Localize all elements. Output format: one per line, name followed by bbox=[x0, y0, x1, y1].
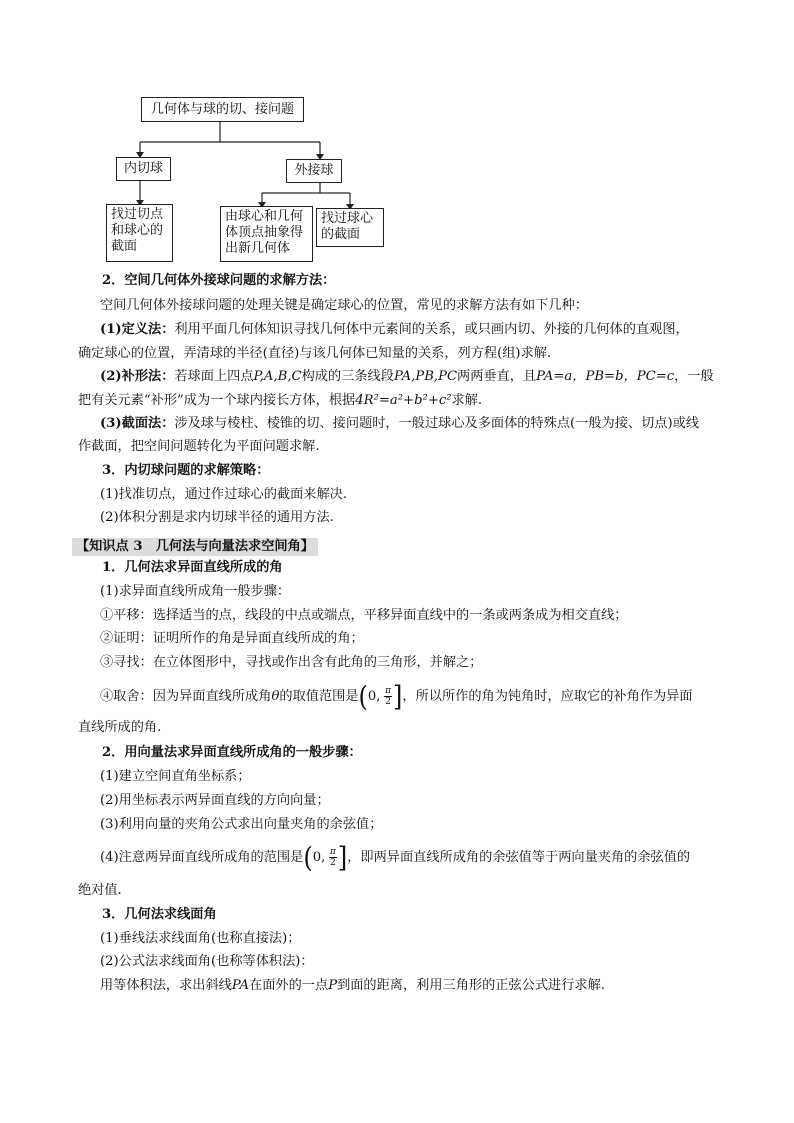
method-2-text-b: 构成的三条线段 bbox=[301, 369, 394, 384]
method-3-label: (3)截面法： bbox=[100, 416, 175, 431]
outer-method-1-line-2: 体顶点抽象得 bbox=[225, 225, 304, 240]
method-2-cont-b: 求解. bbox=[451, 393, 483, 408]
k3-heading-2: 2．用向量法求异面直线所成角的一般步骤： bbox=[102, 745, 362, 760]
document-body bbox=[76, 0, 740, 1123]
detail-text-c: 到面的距离，利用三角形的正弦公式进行求解. bbox=[337, 978, 606, 993]
detail-text-b: 在面外的一点 bbox=[249, 978, 329, 993]
method-1 bbox=[100, 321, 689, 339]
method-3 bbox=[100, 415, 699, 433]
outer-method-1-line-1: 由球心和几何 bbox=[225, 209, 304, 224]
method-3-text: 涉及球与棱柱、棱锥的切、接问题时，一般过球心及多面体的特殊点(一般为接、切点)或线 bbox=[174, 416, 700, 431]
range-interval-2: (0, $\frac{\pi}{2}$ ] bbox=[303, 841, 348, 874]
line-plane-method-2: (2)公式法求线面角(也称等体积法)： bbox=[100, 954, 314, 969]
vector-step-2: (2)用坐标表示两异面直线的方向向量； bbox=[100, 793, 330, 808]
k3-heading-1: 1．几何法求异面直线所成的角 bbox=[102, 560, 283, 575]
method-1-continued: 确定球心的位置，弄清球的半径(直径)与该几何体已知量的关系，列方程(组)求解. bbox=[78, 346, 552, 361]
theta-symbol: θ bbox=[271, 689, 280, 704]
vector-step-4-text-a: (4)注意两异面直线所成角的范围是 bbox=[100, 850, 304, 865]
method-2-label: (2)补形法： bbox=[100, 369, 175, 384]
k3-step-translate: ①平移：选择适当的点，线段的中点或端点，平移异面直线中的一条或两条成为相交直线； bbox=[100, 608, 628, 623]
method-2-continued bbox=[78, 392, 482, 410]
range-1-lower: 0 bbox=[367, 689, 377, 704]
method-2 bbox=[100, 368, 714, 386]
diagram-inner-sphere: 内切球 bbox=[116, 157, 171, 181]
k3-step-find: ③寻找：在立体图形中，寻找或作出含有此角的三角形，并解之； bbox=[100, 655, 483, 670]
range-interval-1: (0, $\frac{\pi}{2}$ ] bbox=[358, 680, 403, 713]
outer-method-2-line-1: 找过球心 bbox=[321, 211, 374, 226]
range-2-pi: π bbox=[329, 847, 336, 857]
vector-step-4-continued: 绝对值. bbox=[78, 883, 122, 898]
method-1-label: (1)定义法： bbox=[100, 322, 175, 337]
detail-text-a: 用等体积法，求出斜线 bbox=[100, 978, 232, 993]
diagram-root: 几何体与球的切、接问题 bbox=[141, 97, 304, 122]
knowledge-point-3-tag: 【知识点 3 几何法与向量法求空间角】 bbox=[72, 538, 318, 556]
inner-method-line-1: 找过切点 bbox=[111, 207, 164, 222]
section-3-point-2: (2)体积分割是求内切球半径的通用方法. bbox=[100, 510, 334, 525]
method-2-segments: PA,PB,PC bbox=[393, 369, 458, 384]
range-1-fraction bbox=[384, 686, 392, 707]
section-3-point-1: (1)找准切点，通过作过球心的截面来解决. bbox=[100, 487, 348, 502]
k3-step-choose-text-a: ④取舍：因为异面直线所成角 bbox=[100, 689, 272, 704]
k3-heading-3: 3．几何法求线面角 bbox=[102, 907, 217, 922]
vector-step-4-text-b: ，即两异面直线所成角的余弦值等于两向量夹角的余弦值的 bbox=[347, 850, 691, 865]
k3-step-choose-text-b: 的取值范围是 bbox=[279, 689, 359, 704]
point-p: P bbox=[328, 978, 338, 993]
vector-step-3: (3)利用向量的夹角公式求出向量夹角的余弦值； bbox=[100, 817, 383, 832]
range-2-two: 2 bbox=[330, 858, 336, 868]
method-2-text-a: 若球面上四点 bbox=[174, 369, 254, 384]
inner-method-line-2: 和球心的 bbox=[111, 223, 164, 238]
range-1-two: 2 bbox=[385, 697, 391, 707]
line-plane-method-2-detail bbox=[100, 977, 605, 995]
range-2-lower: 0 bbox=[312, 850, 322, 865]
outer-method-1-line-3: 出新几何体 bbox=[225, 241, 291, 256]
k3-step-choose-text-c: ，所以所作的角为钝角时，应取它的补角作为异面 bbox=[402, 689, 693, 704]
k3-para-1: (1)求异面直线所成角一般步骤： bbox=[100, 584, 291, 599]
inner-method-line-3: 截面 bbox=[111, 239, 138, 254]
vector-step-4 bbox=[100, 841, 690, 875]
method-3-continued: 作截面，把空间问题转化为平面问题求解. bbox=[78, 439, 320, 454]
method-1-text: 利用平面几何体知识寻找几何体中元素间的关系，或只画内切、外接的几何体的直观图， bbox=[174, 322, 689, 337]
k3-step-choose bbox=[100, 680, 693, 714]
method-2-formula: 4R²=a²+b²+c² bbox=[355, 393, 452, 408]
range-1-pi: π bbox=[385, 686, 392, 696]
vector-step-1: (1)建立空间直角坐标系； bbox=[100, 769, 251, 784]
method-2-text-d: ，一般 bbox=[674, 369, 714, 384]
line-plane-method-1: (1)垂线法求线面角(也称直接法)； bbox=[100, 931, 301, 946]
segment-pa: PA bbox=[231, 978, 250, 993]
section-3-heading: 3．内切球问题的求解策略： bbox=[102, 463, 270, 478]
method-2-points: P,A,B,C bbox=[253, 369, 302, 384]
k3-step-prove: ②证明：证明所作的角是异面直线所成的角； bbox=[100, 631, 364, 646]
range-2-fraction bbox=[329, 847, 337, 868]
diagram-outer-sphere: 外接球 bbox=[286, 159, 342, 183]
section-2-heading: 2．空间几何体外接球问题的求解方法： bbox=[102, 273, 336, 288]
k3-step-choose-continued: 直线所成的角. bbox=[78, 720, 162, 735]
knowledge-point-3-title bbox=[72, 538, 318, 556]
method-2-cont-a: 把有关元素“补形”成为一个球内接长方体，根据 bbox=[78, 393, 356, 408]
section-2-intro: 空间几何体外接球问题的处理关键是确定球心的位置，常见的求解方法有如下几种： bbox=[100, 298, 588, 313]
method-2-equations: PA=a，PB=b，PC=c bbox=[536, 369, 675, 384]
method-2-text-c: 两两垂直，且 bbox=[457, 369, 537, 384]
outer-method-2-line-2: 的截面 bbox=[321, 227, 361, 242]
